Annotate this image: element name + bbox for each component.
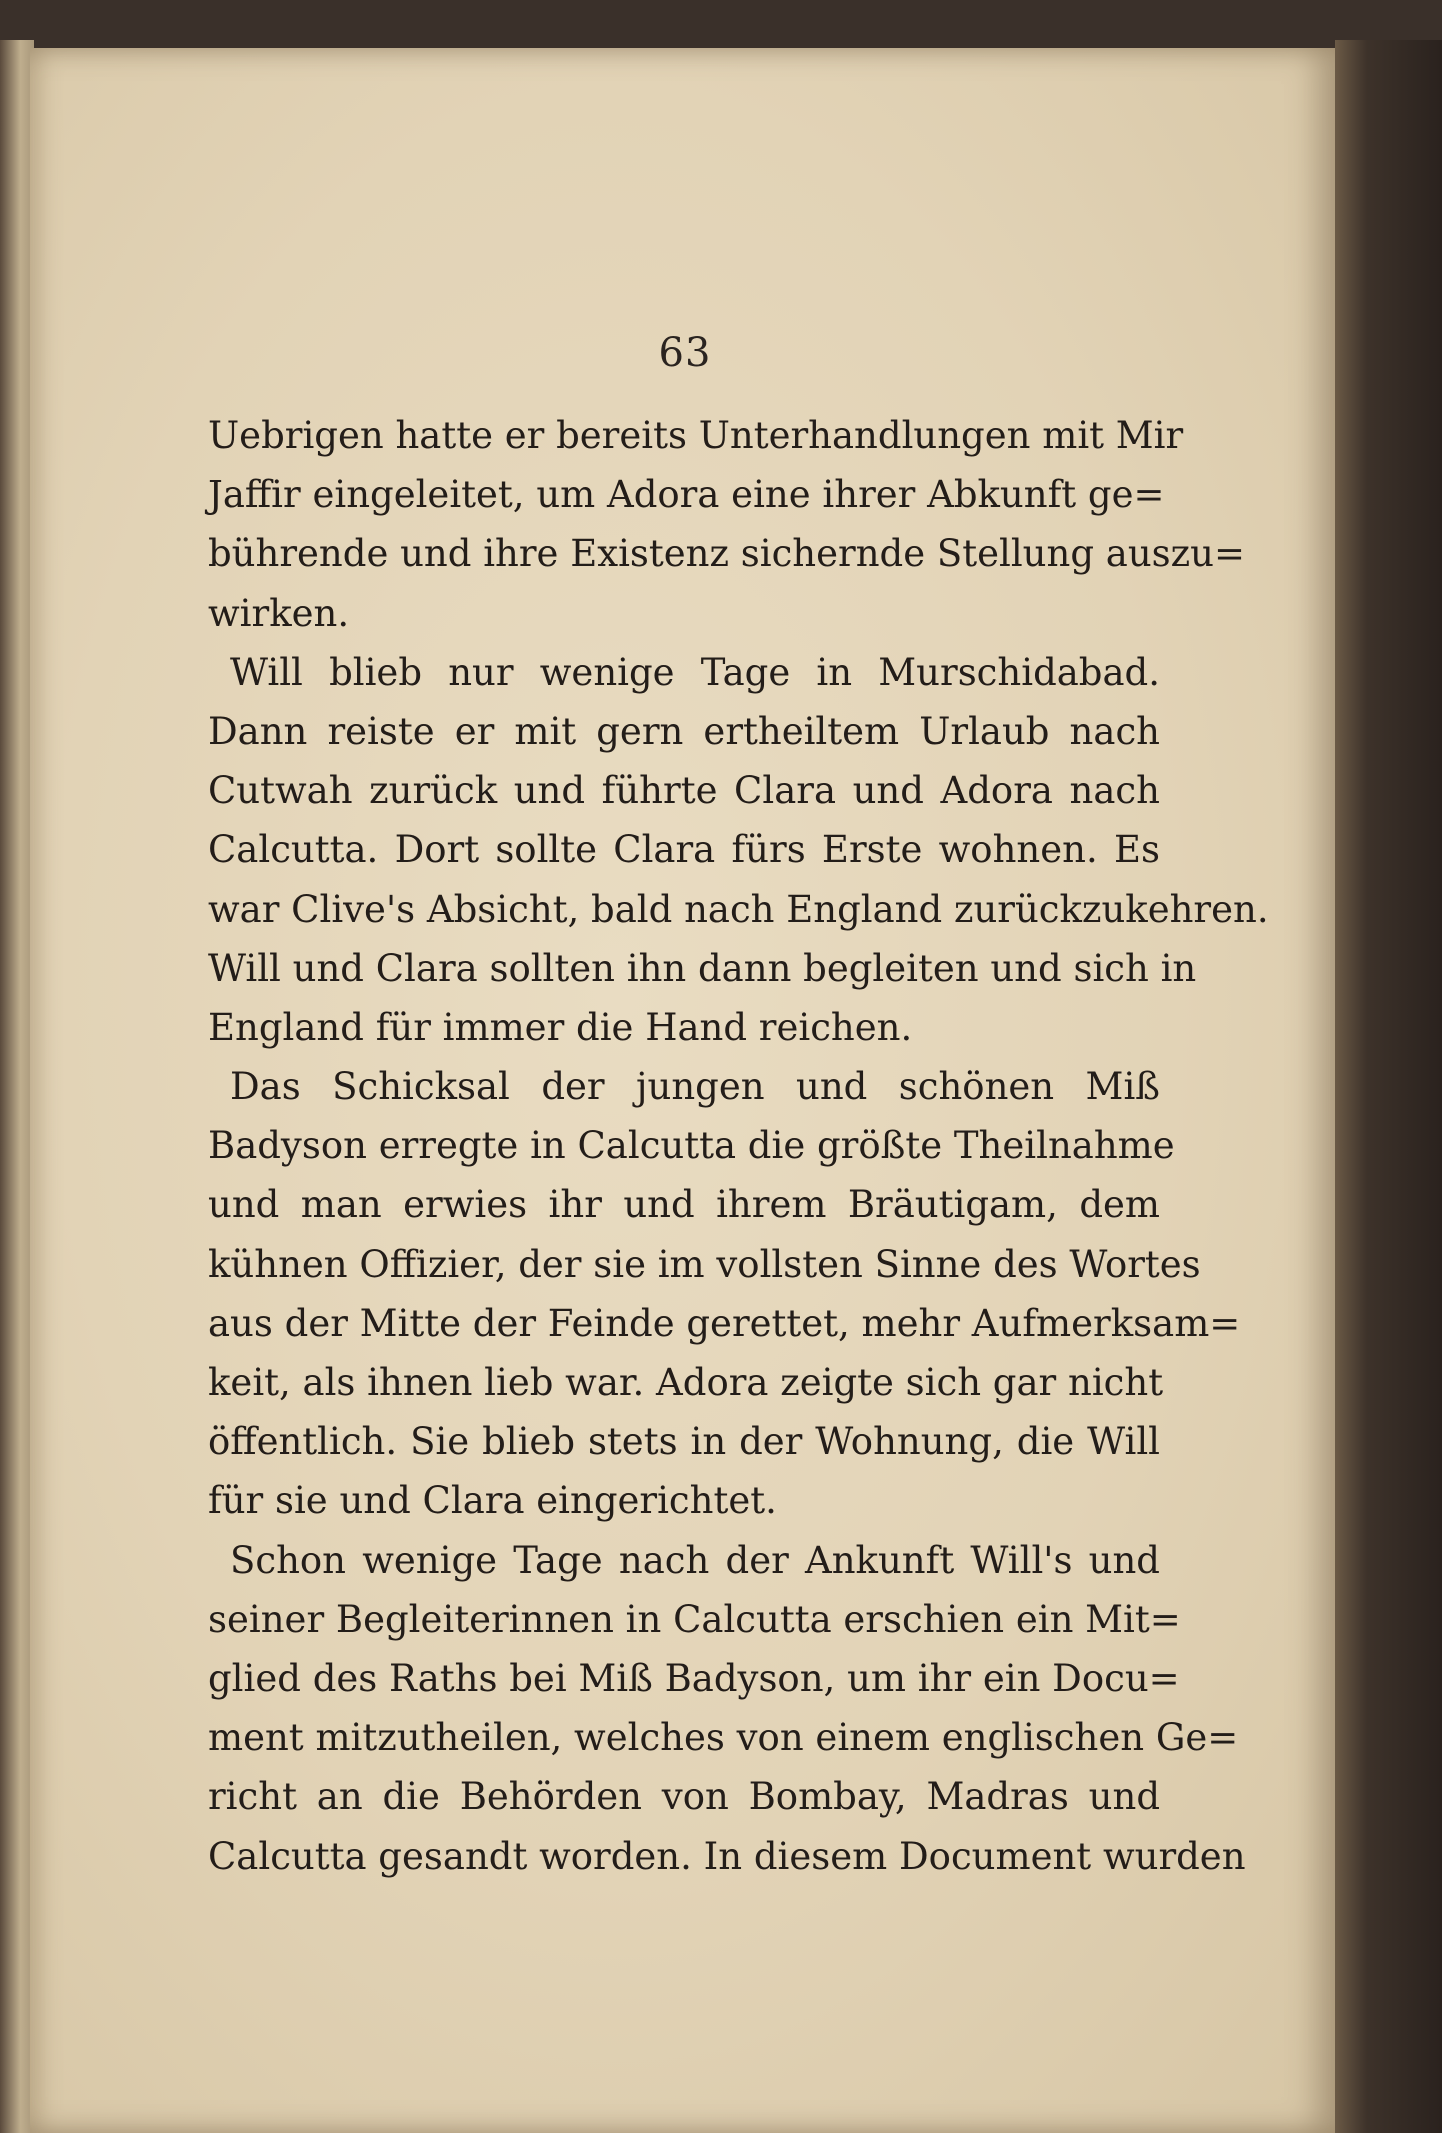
text-line: Cutwah zurück und führte Clara und Adora nach bbox=[208, 769, 1160, 813]
text-line: Calcutta gesandt worden. In diesem Document wurden bbox=[208, 1834, 1246, 1878]
text-line: kühnen Offizier, der sie im vollsten Sinne des Wortes bbox=[208, 1242, 1201, 1286]
text-line: England für immer die Hand reichen. bbox=[208, 1005, 913, 1049]
text-line: Dann reiste er mit gern ertheiltem Urlaub nach bbox=[208, 709, 1160, 753]
text-line: und man erwies ihr und ihrem Bräutigam, dem bbox=[208, 1183, 1160, 1227]
body-text bbox=[208, 406, 1269, 1886]
text-line: Will blieb nur wenige Tage in Murschidabad. bbox=[230, 650, 1160, 694]
text-line: war Clive's Absicht, bald nach England zurückzukehren. bbox=[208, 887, 1269, 931]
text-line: ment mitzutheilen, welches von einem englischen Ge= bbox=[208, 1716, 1239, 1760]
text-line: Uebrigen hatte er bereits Unterhandlungen mit Mir bbox=[208, 414, 1184, 457]
text-line: Schon wenige Tage nach der Ankunft Will's und bbox=[230, 1538, 1160, 1582]
text-line: keit, als ihnen lieb war. Adora zeigte sich gar nicht bbox=[208, 1361, 1164, 1404]
book-page bbox=[30, 48, 1335, 2133]
text-line: Calcutta. Dort sollte Clara fürs Erste wohnen. Es bbox=[208, 828, 1160, 872]
text-line: Jaffir eingeleitet, um Adora eine ihrer Abkunft ge= bbox=[208, 473, 1165, 517]
text-line: für sie und Clara eingerichtet. bbox=[208, 1479, 777, 1523]
text-line: Das Schicksal der jungen und schönen Miß bbox=[230, 1065, 1160, 1109]
book-cover-edge bbox=[1335, 40, 1442, 2133]
text-line: wirken. bbox=[208, 591, 350, 635]
text-line: richt an die Behörden von Bombay, Madras und bbox=[208, 1775, 1160, 1819]
text-line: öffentlich. Sie blieb stets in der Wohnung, die Will bbox=[208, 1420, 1160, 1464]
text-line: glied des Raths bei Miß Badyson, um ihr ein Docu= bbox=[208, 1656, 1180, 1700]
page-number: 63 bbox=[658, 330, 712, 376]
text-line: aus der Mitte der Feinde gerettet, mehr Aufmerksam= bbox=[208, 1301, 1241, 1345]
text-line: bührende und ihre Existenz sichernde Stellung auszu= bbox=[208, 532, 1245, 576]
text-line: Badyson erregte in Calcutta die größte Theilnahme bbox=[208, 1124, 1175, 1168]
book-spine-edge bbox=[0, 40, 34, 2133]
text-line: Will und Clara sollten ihn dann begleiten und sich in bbox=[208, 946, 1197, 990]
text-line: seiner Begleiterinnen in Calcutta erschien ein Mit= bbox=[208, 1597, 1181, 1641]
